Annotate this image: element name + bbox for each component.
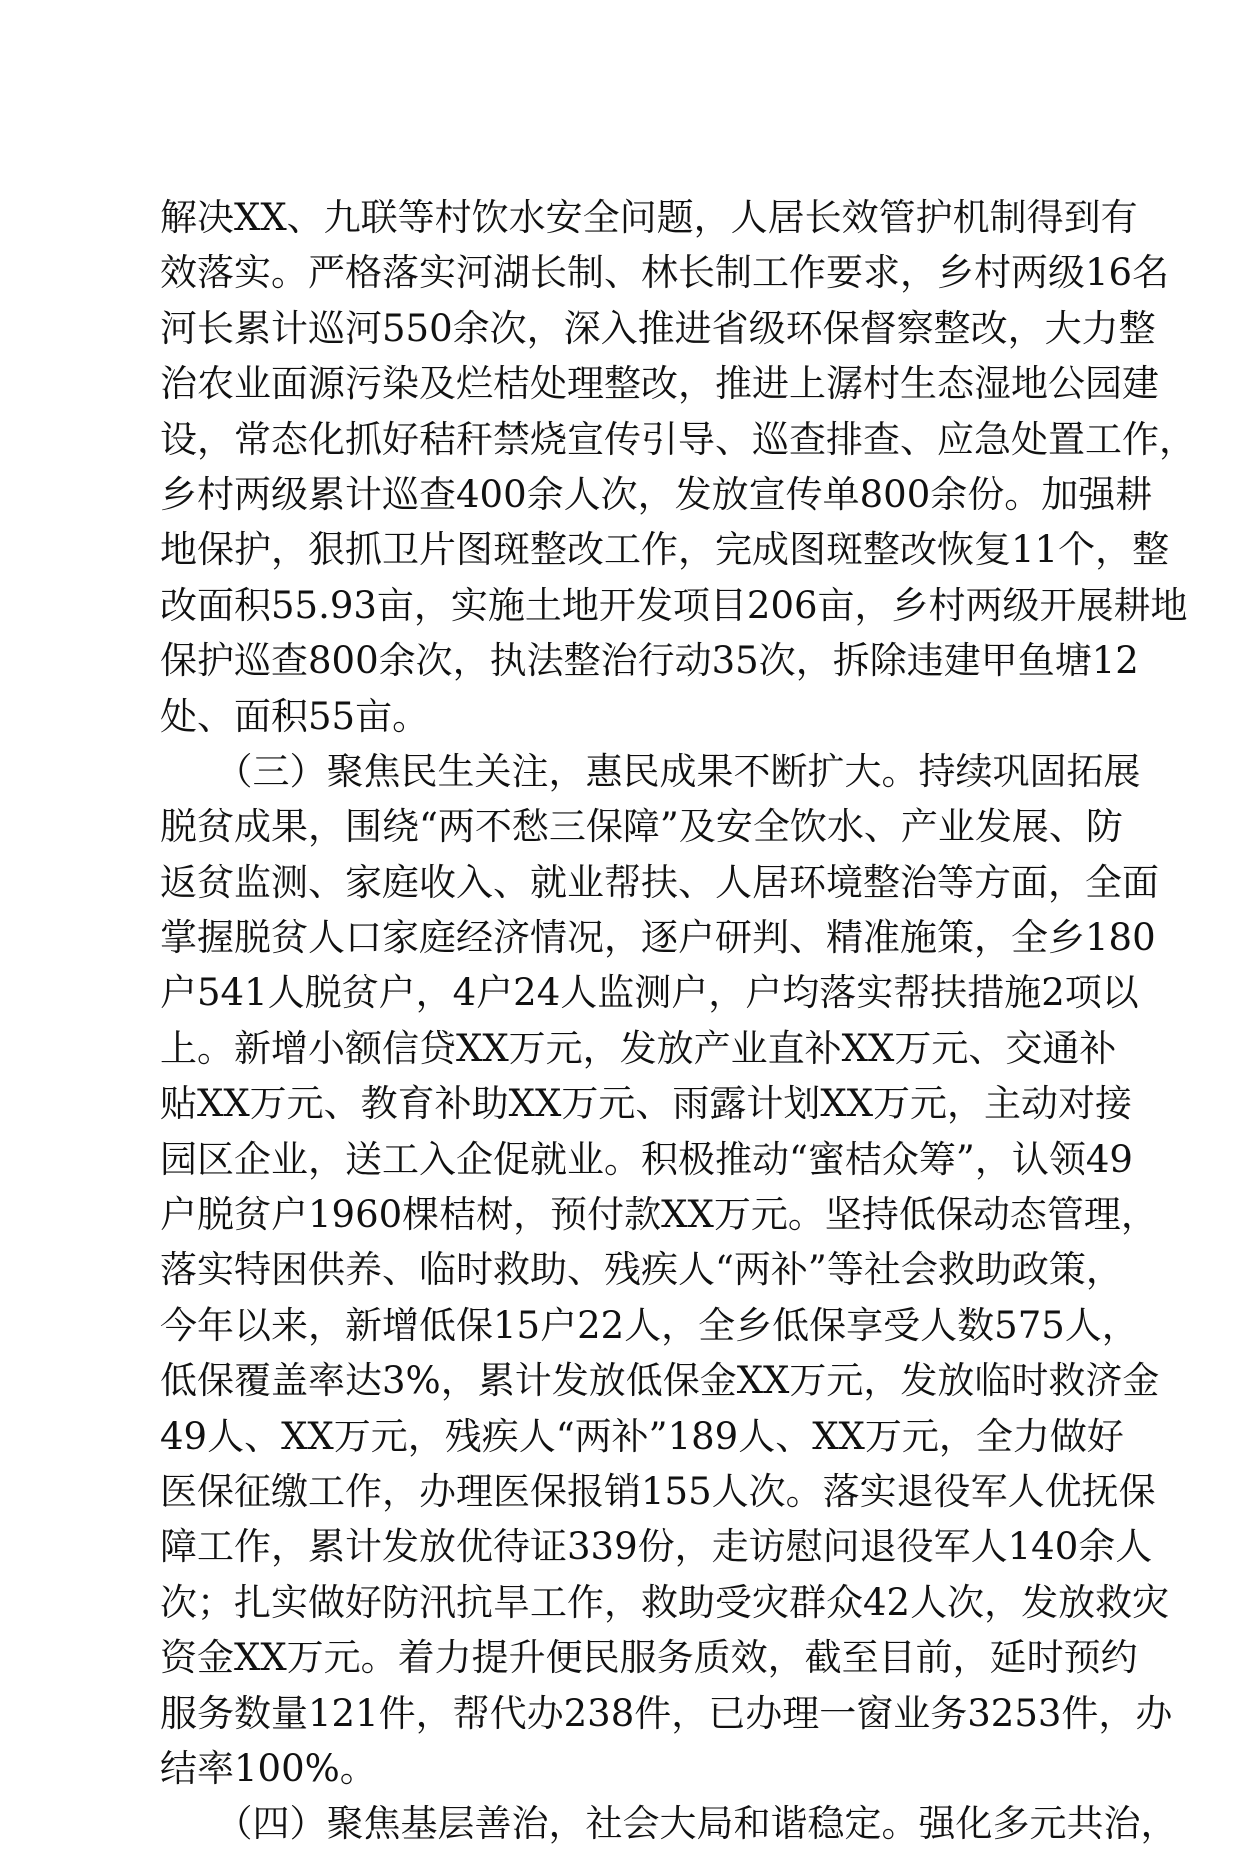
text-line: 处、面积55亩。 [160,694,430,738]
text-line: 户脱贫户1960棵桔树，预付款XX万元。坚持低保动态管理， [160,1193,1158,1237]
text-line: 设，常态化抓好秸秆禁烧宣传引导、巡查排查、应急处置工作， [160,417,1196,461]
text-line: 49人、XX万元，残疾人“两补”189人、XX万元，全力做好 [160,1414,1124,1458]
text-line: 脱贫成果，围绕“两不愁三保障”及安全饮水、产业发展、防 [160,805,1123,849]
text-line: 乡村两级累计巡查400余人次，发放宣传单800余份。加强耕 [160,472,1153,516]
text-line: 低保覆盖率达3%，累计发放低保金XX万元，发放临时救济金 [160,1359,1160,1403]
text-line: 地保护，狠抓卫片图斑整改工作，完成图斑整改恢复11个，整 [160,528,1170,572]
text-line: 治农业面源污染及烂桔处理整改，推进上潺村生态湿地公园建 [160,362,1159,406]
text-line: 结率100%。 [160,1746,377,1790]
text-line: 户541人脱贫户，4户24人监测户，户均落实帮扶措施2项以 [160,971,1139,1015]
text-line: 次；扎实做好防汛抗旱工作，救助受灾群众42人次，发放救灾 [160,1580,1170,1624]
text-line: 贴XX万元、教育补助XX万元、雨露计划XX万元，主动对接 [160,1082,1133,1126]
section-heading-line: （四）聚焦基层善治，社会大局和谐稳定。强化多元共治， [160,1802,1178,1846]
body-text [160,190,1196,1852]
text-line: 上。新增小额信贷XX万元，发放产业直补XX万元、交通补 [160,1026,1117,1070]
text-line: 保护巡查800余次，执法整治行动35次，拆除违建甲鱼塘12 [160,639,1139,683]
text-line: 障工作，累计发放优待证339份，走访慰问退役军人140余人 [160,1525,1153,1569]
text-line: 改面积55.93亩，实施土地开发项目206亩，乡村两级开展耕地 [160,583,1188,627]
section-heading-line: （三）聚焦民生关注，惠民成果不断扩大。持续巩固拓展 [160,749,1141,793]
text-line: 资金XX万元。着力提升便民服务质效，截至目前，延时预约 [160,1636,1138,1680]
text-line: 今年以来，新增低保15户22人，全乡低保享受人数575人， [160,1303,1139,1347]
text-line: 解决XX、九联等村饮水安全问题，人居长效管护机制得到有 [160,196,1138,239]
text-line: 效落实。严格落实河湖长制、林长制工作要求，乡村两级16名 [160,251,1170,295]
text-line: 服务数量121件，帮代办238件，已办理一窗业务3253件，办 [160,1691,1173,1735]
text-line: 园区企业，送工入企促就业。积极推动“蜜桔众筹”，认领49 [160,1137,1133,1181]
text-line: 落实特困供养、临时救助、残疾人“两补”等社会救助政策， [160,1248,1123,1292]
text-line: 返贫监测、家庭收入、就业帮扶、人居环境整治等方面，全面 [160,860,1159,904]
text-line: 掌握脱贫人口家庭经济情况，逐户研判、精准施策，全乡180 [160,916,1156,960]
text-line: 河长累计巡河550余次，深入推进省级环保督察整改，大力整 [160,306,1156,350]
text-line: 医保征缴工作，办理医保报销155人次。落实退役军人优抚保 [160,1469,1156,1513]
